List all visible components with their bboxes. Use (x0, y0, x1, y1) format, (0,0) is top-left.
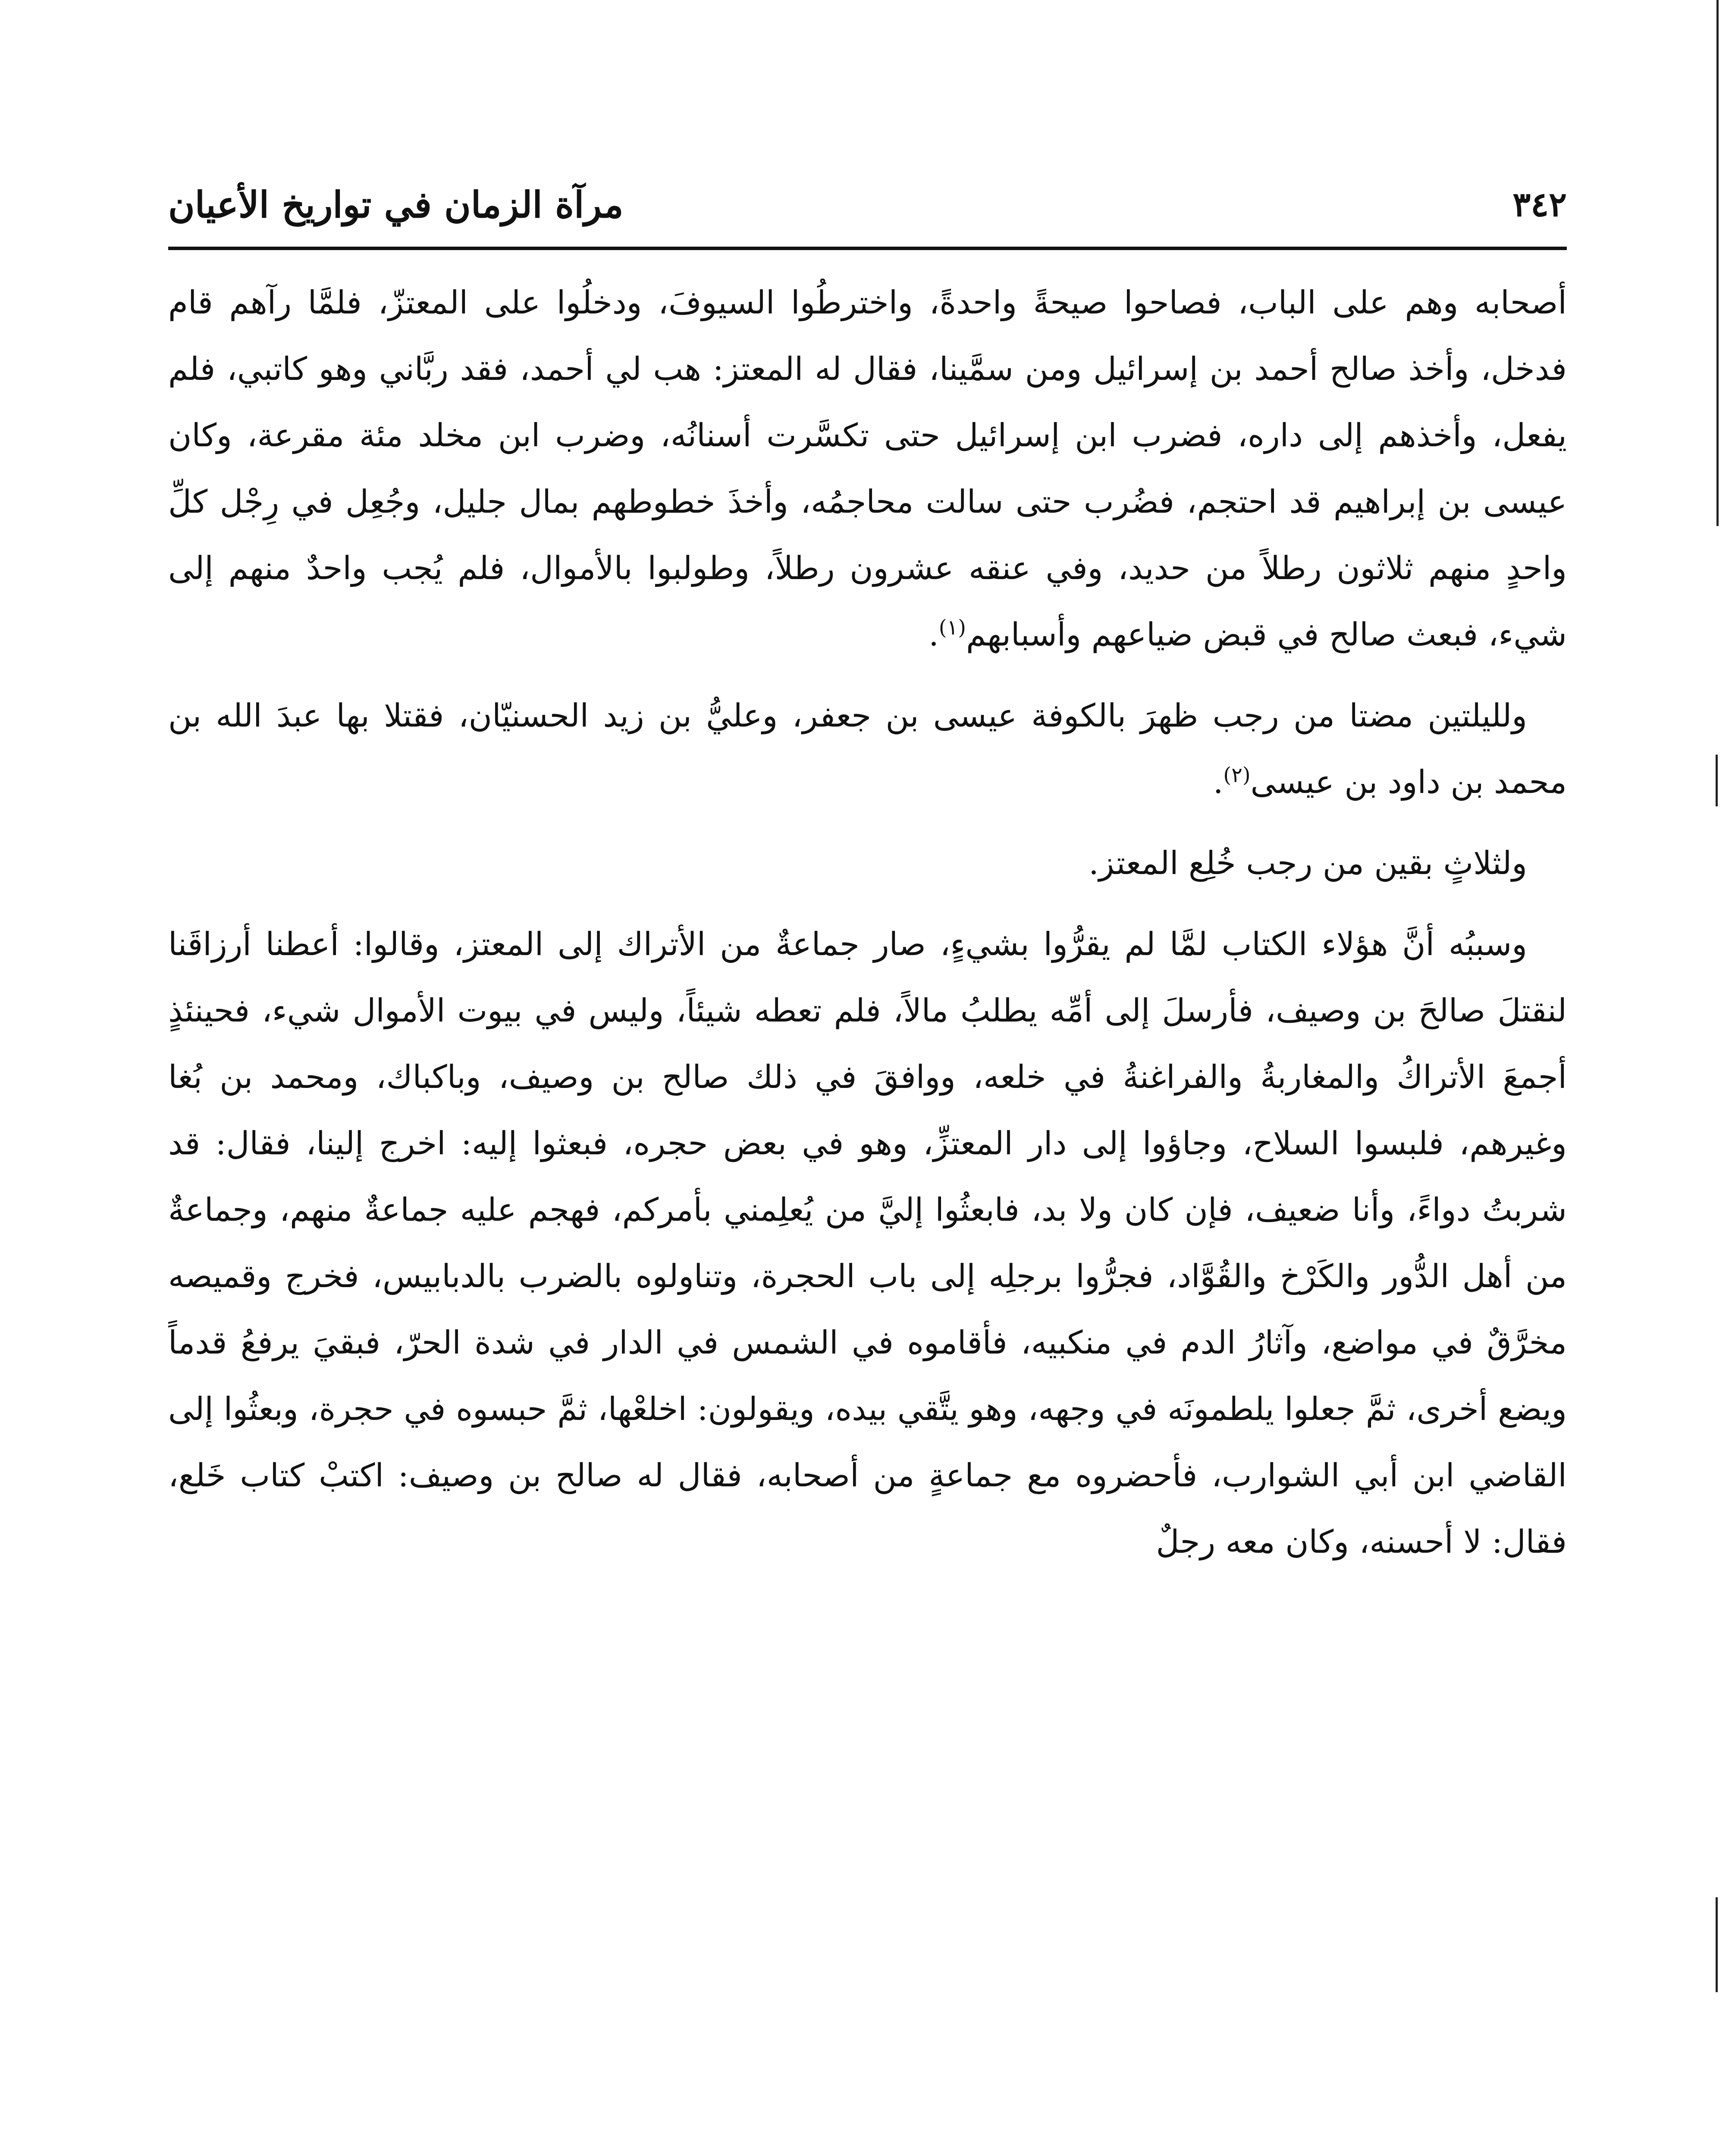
paragraph-2-text: ولليلتين مضتا من رجب ظهرَ بالكوفة عيسى بن جعفر، وعليُّ بن زيد الحسنيّان، فقتلا بها عبدَ الله بن محمد بن داود بن عيسى (168, 697, 1567, 801)
footnote-ref-1: (١) (938, 615, 966, 640)
scan-edge-mark (1716, 1897, 1718, 1992)
paragraph-1-end: . (929, 616, 939, 653)
header-rule (168, 247, 1567, 250)
scan-edge-mark (1716, 755, 1718, 806)
paragraph-4: وسببُه أنَّ هؤلاء الكتاب لمَّا لم يقرُّوا بشيءٍ، صار جماعةٌ من الأتراك إلى المعتز، وقالوا: أعطنا أرزاقَنا لنقتلَ صالحَ بن وصيف، فأرسلَ إلى أمِّه يطلبُ مالاً، فلم تعطه شيئاً، وليس في بيوت الأموال شيء، فحينئذٍ أجمعَ الأتراكُ والمغاربةُ والفراغنةُ في خلعه، ووافقَ في ذلك صالح بن وصيف، وباكباك، ومحمد بن بُغا وغيرهم، فلبسوا السلاح، وجاؤوا إلى دار المعتزِّ، وهو في بعض حجره، فبعثوا إليه: اخرج إلينا، فقال: قد شربتُ دواءً، وأنا ضعيف، فإن كان ولا بد، فابعثُوا إليَّ من يُعلِمني بأمركم، فهجم عليه جماعةٌ منهم، وجماعةٌ من أهل الدُّور والكَرْخ والقُوَّاد، فجرُّوا برجلِه إلى باب الحجرة، وتناولوه بالضرب بالدبابيس، فخرج وقميصه مخرَّقٌ في مواضع، وآثارُ الدم في منكبيه، فأقاموه في الشمس في الدار في شدة الحرّ، فبقيَ يرفعُ قدماً ويضع أخرى، ثمَّ جعلوا يلطمونَه في وجهه، وهو يتَّقي بيده، ويقولون: اخلعْها، ثمَّ حبسوه في حجرة، وبعثُوا إلى القاضي ابن أبي الشوارب، فأحضروه مع جماعةٍ من أصحابه، فقال له صالح بن وصيف: اكتبْ كتاب خَلع، فقال: لا أحسنه، وكان معه رجلٌ (168, 926, 1567, 1561)
paragraph-1 (168, 270, 1567, 668)
scan-edge-line (1716, 0, 1719, 526)
paragraph-1-text: أصحابه وهم على الباب، فصاحوا صيحةً واحدةً، واخترطُوا السيوفَ، ودخلُوا على المعتزّ، فلمَّا رآهم قام فدخل، وأخذ صالح أحمد بن إسرائيل ومن سمَّينا، فقال له المعتز: هب لي أحمد، فقد ربَّاني وهو كاتبي، فلم يفعل، وأخذهم إلى داره، فضرب ابن إسرائيل حتى تكسَّرت أسنانُه، وضرب ابن مخلد مئة مقرعة، وكان عيسى بن إبراهيم قد احتجم، فضُرب حتى سالت محاجمُه، وأخذَ خطوطهم بمال جليل، وجُعِل في رِجْل كلِّ واحدٍ منهم ثلاثون رطلاً من حديد، وفي عنقه عشرون رطلاً، وطولبوا بالأموال، فلم يُجب واحدٌ منهم إلى شيء، فبعث صالح في قبض ضياعهم وأسبابهم (168, 284, 1567, 653)
paragraph-3: ولثلاثٍ بقين من رجب خُلِع المعتز. (1089, 845, 1527, 882)
page-number: ٣٤٢ (1512, 185, 1567, 224)
paragraph-2 (168, 683, 1567, 815)
paragraph-2-end: . (1213, 764, 1224, 801)
running-title: مرآة الزمان في تواريخ الأعيان (168, 183, 624, 226)
running-header (168, 172, 1567, 237)
main-text (168, 270, 1567, 2156)
footnote-ref-2: (٢) (1223, 763, 1251, 787)
